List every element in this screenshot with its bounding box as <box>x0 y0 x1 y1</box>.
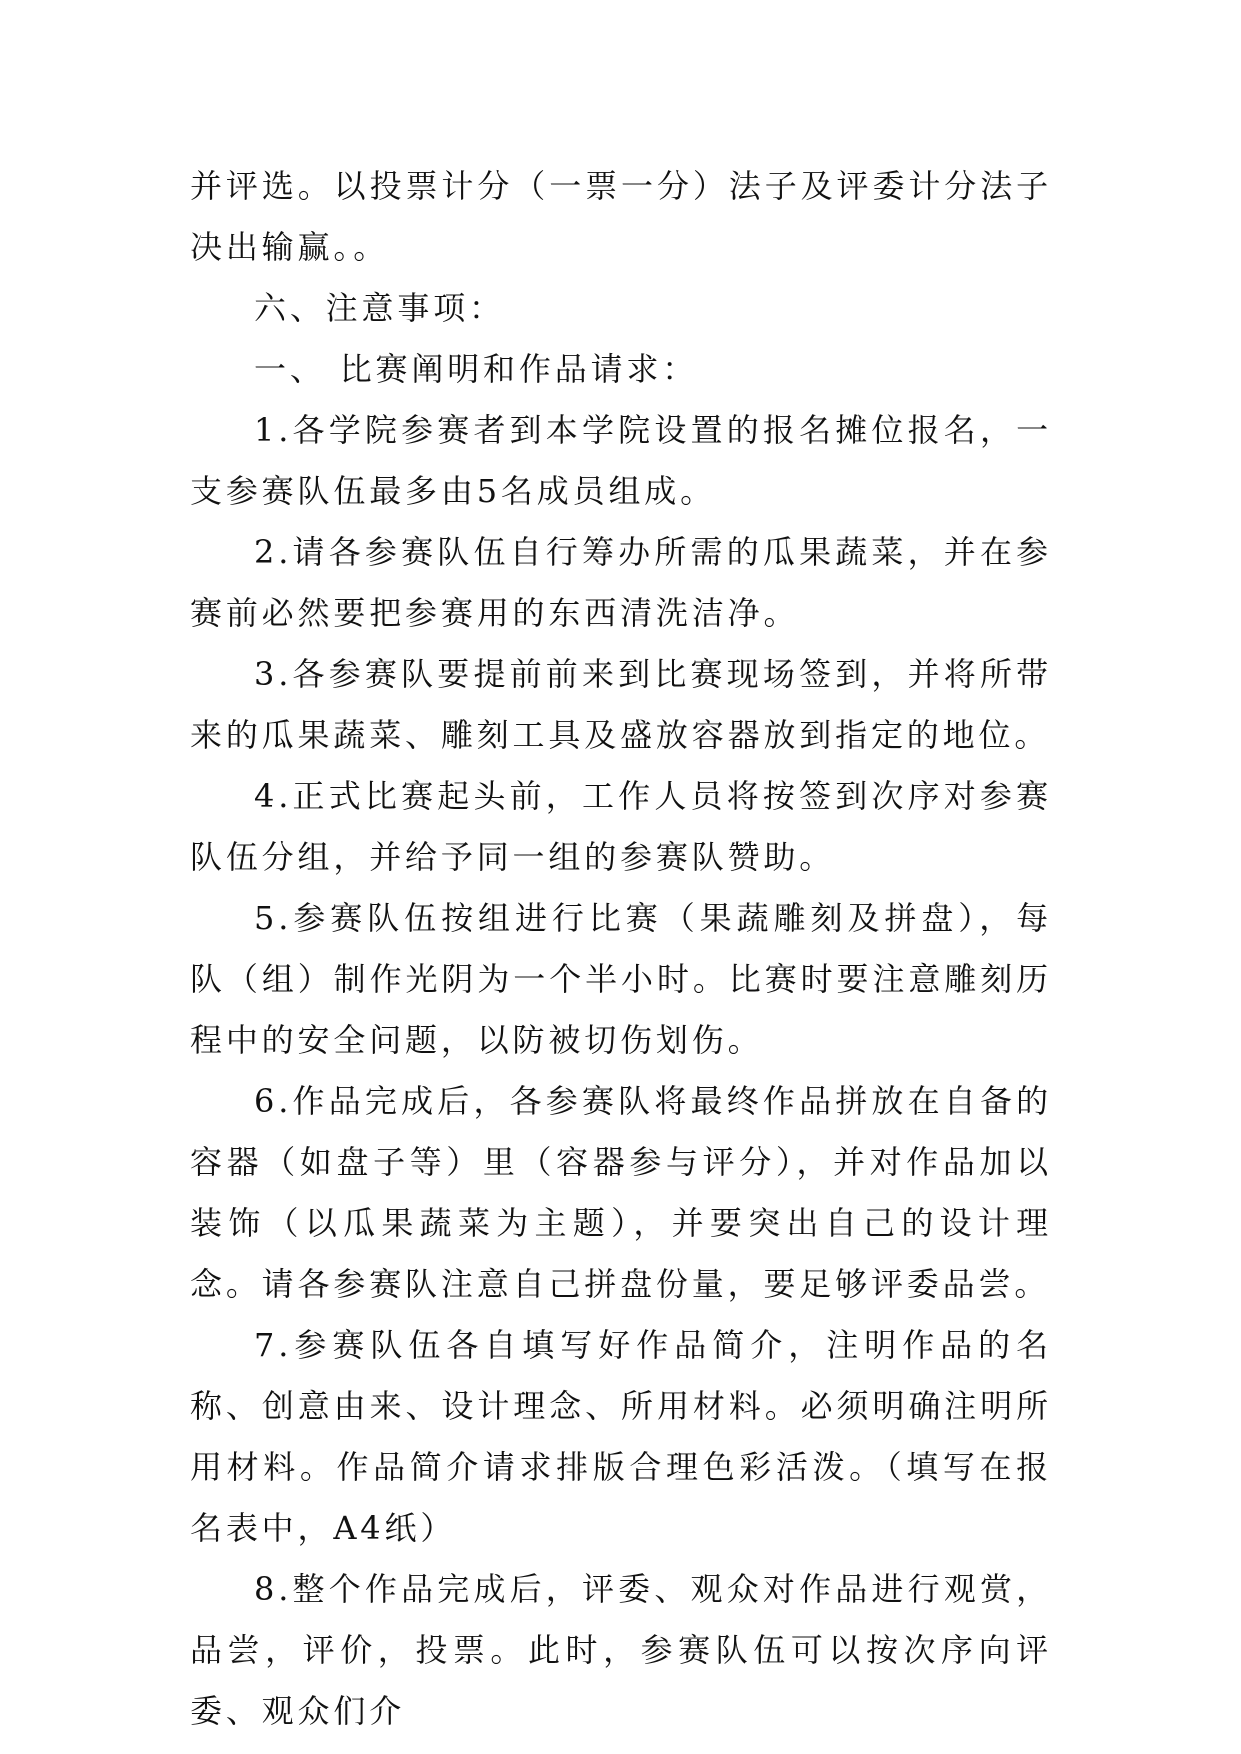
list-item-5: 5.参赛队伍按组进行比赛（果蔬雕刻及拼盘），每队（组）制作光阴为一个半小时。比赛时要注意雕刻历程中的安全问题，以防被切伤划伤。 <box>190 899 1052 1059</box>
list-item-1: 1.各学院参赛者到本学院设置的报名摊位报名，一支参赛队伍最多由5名成员组成。 <box>190 411 1052 510</box>
paragraph-voting-method: 并评选。以投票计分（一票一分）法子及评委计分法子决出输赢。。 <box>190 167 1052 266</box>
list-item-6: 6.作品完成后，各参赛队将最终作品拼放在自备的容器（如盘子等）里（容器参与评分），并对作品加以装饰（以瓜果蔬菜为主题），并要突出自己的设计理念。请各参赛队注意自己拼盘份量，要足够评委品尝。 <box>190 1082 1052 1303</box>
document-body <box>190 156 1052 1742</box>
list-item-7: 7.参赛队伍各自填写好作品简介，注明作品的名称、创意由来、设计理念、所用材料。必须明确注明所用材料。作品简介请求排版合理色彩活泼。（填写在报名表中，A4纸） <box>190 1326 1052 1547</box>
heading-notes: 六、注意事项： <box>254 289 505 327</box>
subheading-competition-requirements: 一、 比赛阐明和作品请求： <box>254 350 699 388</box>
list-item-3: 3.各参赛队要提前前来到比赛现场签到，并将所带来的瓜果蔬菜、雕刻工具及盛放容器放到指定的地位。 <box>190 655 1052 754</box>
list-item-4: 4.正式比赛起头前，工作人员将按签到次序对参赛队伍分组，并给予同一组的参赛队赞助。 <box>190 777 1052 876</box>
list-item-2: 2.请各参赛队伍自行筹办所需的瓜果蔬菜，并在参赛前必然要把参赛用的东西清洗洁净。 <box>190 533 1052 632</box>
list-item-8: 8.整个作品完成后，评委、观众对作品进行观赏，品尝，评价，投票。此时，参赛队伍可以按次序向评委、观众们介 <box>190 1570 1052 1730</box>
